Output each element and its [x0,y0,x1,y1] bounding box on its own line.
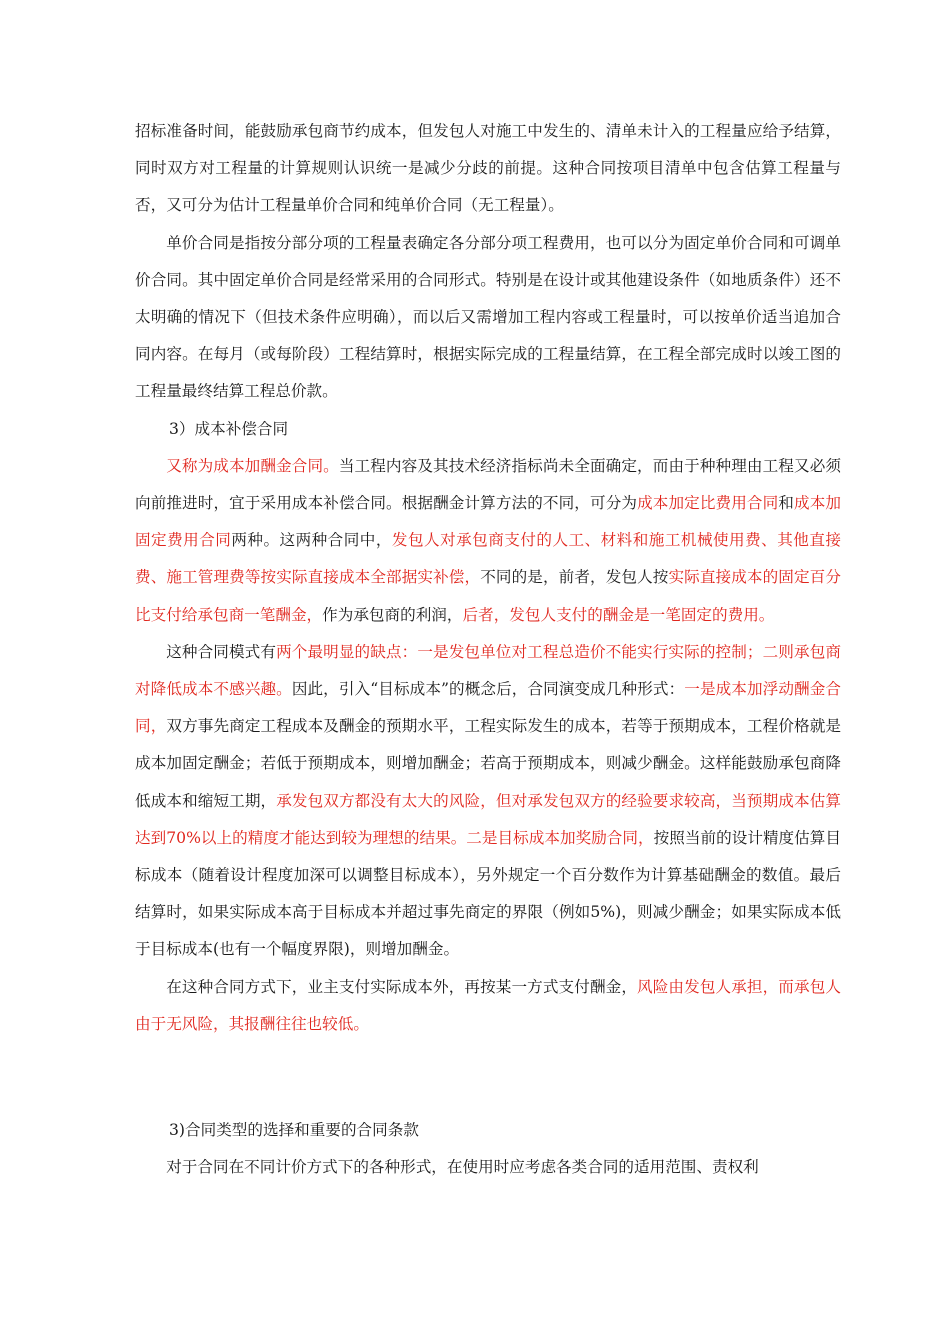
highlighted-text: 两个最明显的缺点：一是发包单位对工程总造价不能实行实际的控制；二则承包商对降低成本不感兴趣。 [135,642,841,699]
highlighted-text: 成本加固定费用合同 [135,494,841,550]
text-run: 3)合同类型的选择和重要的合同条款 [169,1121,419,1140]
highlighted-text: 实际直接成本的固定百分比支付给承包商一笔酬金， [135,568,841,624]
highlighted-text: 又称为成本加酬金合同。 [166,456,339,475]
text-run: 这种合同模式有 [166,642,277,661]
text-run: 在这种合同方式下，业主支付实际成本外，再按某一方式支付酬金， [166,977,638,996]
highlighted-text: 后者，发包人支付的酬金是一笔固定的费用。 [462,605,775,624]
section-heading [135,1112,841,1149]
paragraph [135,969,841,1043]
highlighted-text: 成本加定比费用合同 [637,494,779,513]
text-run: 3）成本补偿合同 [169,419,289,438]
highlighted-text: 一是成本加浮动酬金合同， [135,680,841,736]
text-run: 当工程内容及其技术经济指标尚未全面确定，而由于种种理由工程又必须向前推进时，宜于采用成本补偿合同。根据酬金计算方法的不同，可分为 [135,456,841,513]
text-run: 作为承包商的利润， [322,605,463,624]
section-heading [135,411,841,448]
text-run: 对于合同在不同计价方式下的各种形式，在使用时应考虑各类合同的适用范围、责权利 [166,1158,759,1177]
text-run: 双方事先商定工程成本及酬金的预期水平，工程实际发生的成本，若等于预期成本，工程价格就是成本加固定酬金；若低于预期成本，则增加酬金；若高于预期成本，则减少酬金。这样能鼓励承包商降低成本和缩短工期， [135,717,841,810]
document-body [135,113,841,1186]
text-run: 两种。这两种合同中， [231,531,392,550]
paragraph [135,225,841,411]
blank-line [135,1059,841,1096]
text-run: 招标准备时间，能鼓励承包商节约成本，但发包人对施工中发生的、清单未计入的工程量应给予结算，同时双方对工程量的计算规则认识统一是减少分歧的前提。这种合同按项目清单中包含估算工程量与否，又可分为估计工程量单价合同和纯单价合同（无工程量）。 [135,122,841,215]
paragraph [135,1149,841,1186]
text-run: 因此，引入“目标成本”的概念后，合同演变成几种形式： [291,680,685,699]
paragraph [135,113,841,225]
paragraph [135,634,841,969]
highlighted-text: 风险由发包人承担，而承包人由于无风险，其报酬往往也较低。 [135,977,841,1033]
highlighted-text: 发包人对承包商支付的人工、材料和施工机械使用费、其他直接费、施工管理费等按实际直接成本全部据实补偿， [135,531,841,587]
text-run: 按照当前的设计精度估算目标成本（随着设计程度加深可以调整目标成本），另外规定一个百分数作为计算基础酬金的数值。最后结算时，如果实际成本高于目标成本并超过事先商定的界限（例如5%)，则减少酬金；如果实际成本低于目标成本(也有一个幅度界限)，则增加酬金。 [135,828,841,959]
text-run: 单价合同是指按分部分项的工程量表确定各分部分项工程费用，也可以分为固定单价合同和可调单价合同。其中固定单价合同是经常采用的合同形式。特别是在设计或其他建设条件（如地质条件）还不太明确的情况下（但技术条件应明确），而以后又需增加工程内容或工程量时，可以按单价适当追加合同内容。在每月（或每阶段）工程结算时，根据实际完成的工程量结算，在工程全部完成时以竣工图的工程量最终结算工程总价款。 [135,233,841,401]
text-run: 和 [778,494,794,513]
paragraph [135,448,841,634]
highlighted-text: 承发包双方都没有太大的风险，但对承发包双方的经验要求较高，当预期成本估算达到70%以上的精度才能达到较为理想的结果。二是目标成本加奖励合同， [135,791,841,847]
text-run: 不同的是，前者，发包人按 [480,568,669,587]
